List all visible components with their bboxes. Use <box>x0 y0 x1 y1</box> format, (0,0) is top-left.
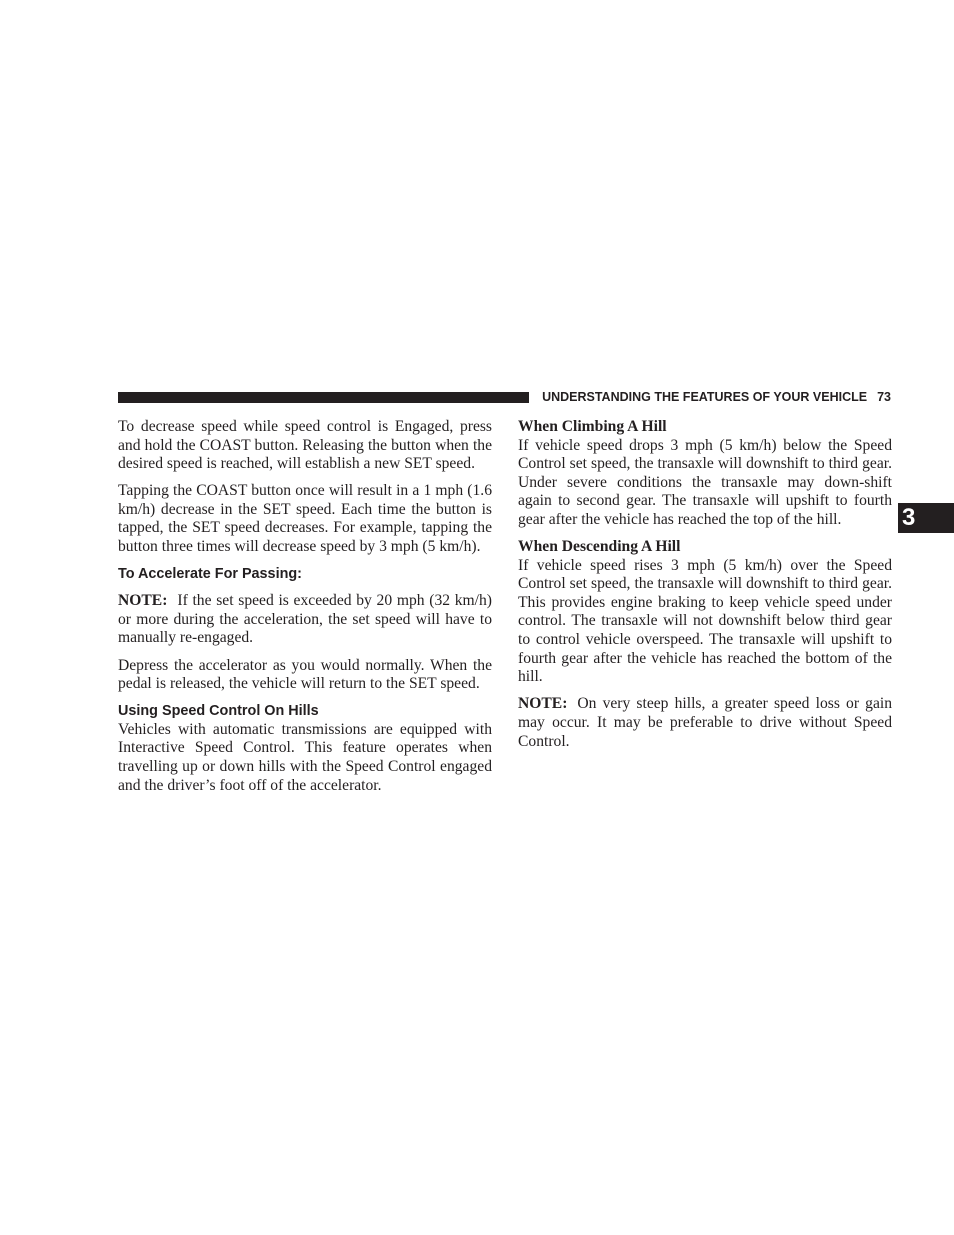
note-steep-hills <box>518 695 892 751</box>
note-label: NOTE: <box>118 592 168 610</box>
paragraph-depress-accelerator: Depress the accelerator as you would normally. When the pedal is released, the vehicle will return to the SET speed. <box>118 656 492 693</box>
page-number: 73 <box>877 390 891 404</box>
header-rule <box>118 392 529 403</box>
paragraph-decrease-speed: To decrease speed while speed control is Engaged, press and hold the COAST button. Releasing the button when the desired speed is reached, will establish a new SET speed. <box>118 418 492 473</box>
right-column <box>518 418 892 760</box>
chapter-tab: 3 <box>898 503 954 533</box>
section-title: UNDERSTANDING THE FEATURES OF YOUR VEHICLE <box>542 390 868 404</box>
heading-accelerate-passing: To Accelerate For Passing: <box>118 566 302 583</box>
left-column <box>118 418 492 795</box>
running-header <box>538 390 891 405</box>
heading-speed-control-hills: Using Speed Control On Hills <box>118 703 319 720</box>
note-text: If the set speed is exceeded by 20 mph (32 km/h) or more during the acceleration, the set speed will have to manually re-engaged. <box>118 592 492 647</box>
paragraph-interactive-speed-control: Vehicles with automatic transmissions are equipped with Interactive Speed Control. This feature operates when travelling up or down hills with the Speed Control engaged and the driver’s foot off of the accelerator. <box>118 720 492 794</box>
paragraph-descending-hill: If vehicle speed rises 3 mph (5 km/h) over the Speed Control set speed, the transaxle will downshift to third gear. This provides engine braking to keep vehicle speed under control. The transaxle will not downshift below third gear to control vehicle overspeed. The transaxle will upshift to fourth gear after the vehicle has reached the bottom of the hill. <box>518 556 892 686</box>
paragraph-tapping-coast: Tapping the COAST button once will result in a 1 mph (1.6 km/h) decrease in the SET speed. Each time the button is tapped, the SET speed decreases. For example, tapping the button three times will decrease speed by 3 mph (5 km/h). <box>118 482 492 556</box>
heading-climbing-hill: When Climbing A Hill <box>518 418 667 435</box>
note-label: NOTE: <box>518 695 568 713</box>
note-text: On very steep hills, a greater speed loss or gain may occur. It may be preferable to drive without Speed Control. <box>518 695 892 750</box>
heading-descending-hill: When Descending A Hill <box>518 538 681 556</box>
note-set-speed <box>118 592 492 648</box>
paragraph-climbing-hill: If vehicle speed drops 3 mph (5 km/h) below the Speed Control set speed, the transaxle will downshift to third gear. Under severe conditions the transaxle may down-shift again to second gear. The transaxle will upshift to fourth gear after the vehicle has reached the top of the hill. <box>518 436 892 528</box>
